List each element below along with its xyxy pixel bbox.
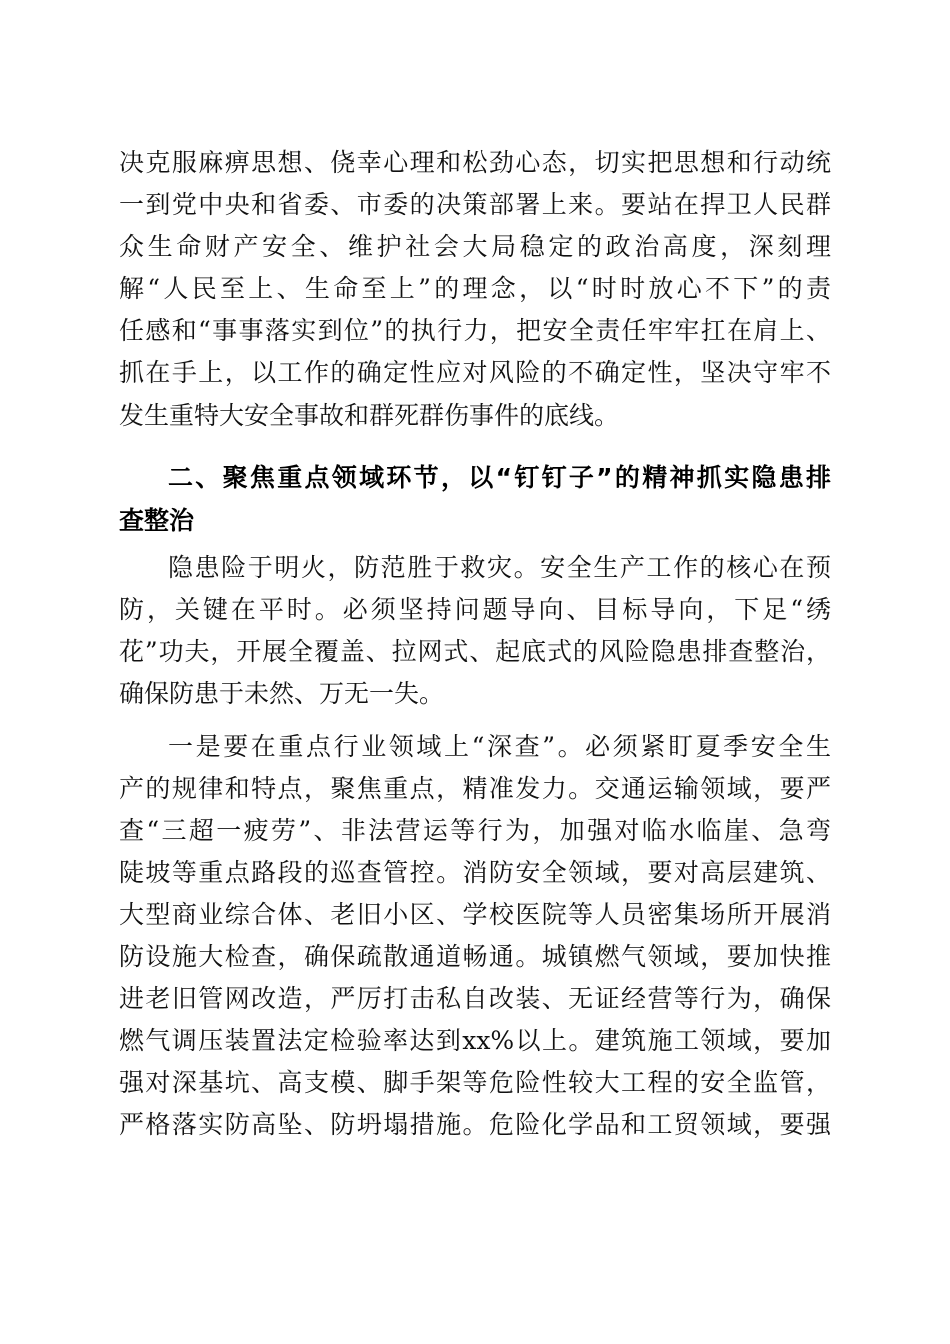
paragraph-1-line-4: 解“人民至上、生命至上”的理念，以“时时放心不下”的责 bbox=[119, 274, 831, 303]
section-heading-line-1: 二、聚焦重点领域环节，以“钉钉子”的精神抓实隐患排 bbox=[168, 463, 831, 492]
paragraph-3-line-10: 严格落实防高坠、防坍塌措施。危险化学品和工贸领域，要强 bbox=[119, 1110, 831, 1139]
section-heading-line-2: 查整治 bbox=[119, 506, 195, 535]
paragraph-3-line-9: 强对深基坑、高支模、脚手架等危险性较大工程的安全监管， bbox=[119, 1068, 831, 1097]
paragraph-3-line-3: 查“三超一疲劳”、非法营运等行为，加强对临水临崖、急弯 bbox=[119, 816, 831, 845]
paragraph-3-line-6: 防设施大检查，确保疏散通道畅通。城镇燃气领域，要加快推 bbox=[119, 942, 831, 971]
paragraph-1-line-2: 一到党中央和省委、市委的决策部署上来。要站在捍卫人民群 bbox=[119, 190, 831, 219]
paragraph-3-line-7: 进老旧管网改造，严厉打击私自改装、无证经营等行为，确保 bbox=[119, 984, 831, 1013]
paragraph-1-line-1: 决克服麻痹思想、侥幸心理和松劲心态，切实把思想和行动统 bbox=[119, 148, 831, 177]
paragraph-1-line-5: 任感和“事事落实到位”的执行力，把安全责任牢牢扛在肩上、 bbox=[119, 316, 831, 345]
paragraph-3-line-5: 大型商业综合体、老旧小区、学校医院等人员密集场所开展消 bbox=[119, 900, 831, 929]
paragraph-1-line-3: 众生命财产安全、维护社会大局稳定的政治高度，深刻理 bbox=[119, 232, 831, 261]
paragraph-3-line-1: 一是要在重点行业领域上“深查”。必须紧盯夏季安全生 bbox=[168, 732, 831, 761]
paragraph-2-line-4: 确保防患于未然、万无一失。 bbox=[119, 679, 445, 708]
paragraph-1-line-7: 发生重特大安全事故和群死群伤事件的底线。 bbox=[119, 401, 620, 430]
paragraph-2-line-2: 防，关键在平时。必须坚持问题导向、目标导向，下足“绣 bbox=[119, 595, 831, 624]
paragraph-2-line-3: 花”功夫，开展全覆盖、拉网式、起底式的风险隐患排查整治， bbox=[119, 637, 831, 666]
paragraph-3-line-8: 燃气调压装置法定检验率达到xx%以上。建筑施工领域，要加 bbox=[119, 1026, 831, 1055]
paragraph-2-line-1: 隐患险于明火，防范胜于救灾。安全生产工作的核心在预 bbox=[168, 553, 831, 582]
paragraph-3-line-2: 产的规律和特点，聚焦重点，精准发力。交通运输领域，要严 bbox=[119, 774, 831, 803]
paragraph-1-line-6: 抓在手上，以工作的确定性应对风险的不确定性，坚决守牢不 bbox=[119, 358, 831, 387]
paragraph-3-line-4: 陡坡等重点路段的巡查管控。消防安全领域，要对高层建筑、 bbox=[119, 858, 831, 887]
